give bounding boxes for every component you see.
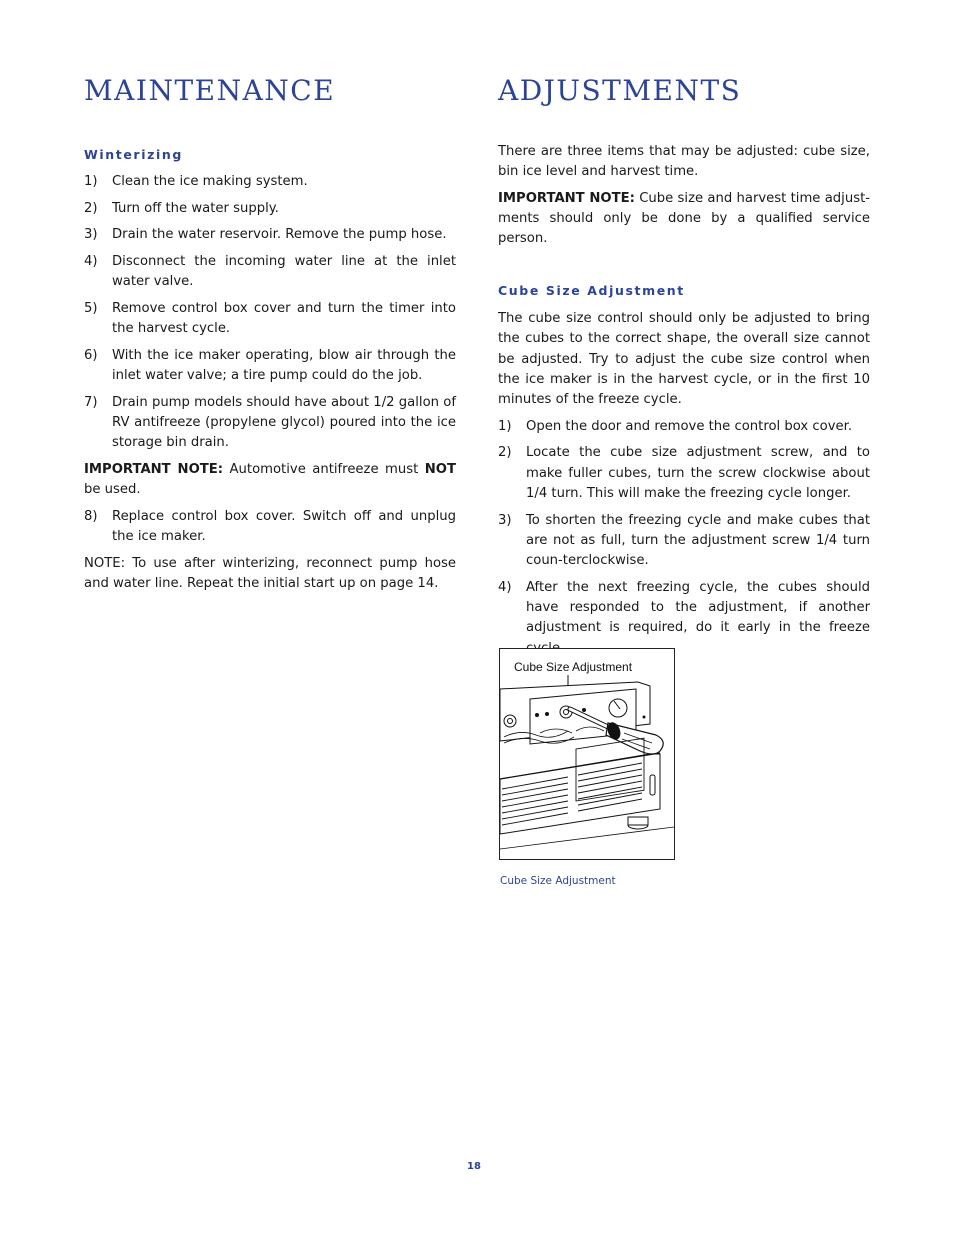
adjustments-intro: There are three items that may be adjusted: cube size, bin ice level and harvest time. bbox=[498, 144, 870, 180]
maintenance-title: MAINTENANCE bbox=[84, 74, 336, 107]
list-item: 3) To shorten the freezing cycle and make cubes that are not as full, turn the adjustment screw 1/4 turn coun-terclockwise. bbox=[498, 512, 870, 569]
list-item: 2) Turn off the water supply. bbox=[84, 200, 279, 216]
maintenance-section bbox=[84, 145, 456, 601]
important-note: IMPORTANT NOTE: Automotive antifreeze must NOT be used. bbox=[84, 461, 456, 498]
figure-caption: Cube Size Adjustment bbox=[500, 875, 616, 887]
cube-size-heading: Cube Size Adjustment bbox=[498, 282, 685, 298]
cube-size-body: The cube size control should only be adjusted to bring the cubes to the correct shape, the overall size cannot be adjusted. Try to adjust the cube size control when the ice maker is in the harvest cycle, or in the first 10 minutes of the freeze cycle. bbox=[498, 311, 870, 408]
cube-size-steps bbox=[498, 417, 870, 659]
list-item: 8) Replace control box cover. Switch off and unplug the ice maker. bbox=[84, 508, 456, 545]
winterizing-steps-continued bbox=[84, 507, 456, 548]
cube-size-figure bbox=[499, 648, 675, 860]
list-item: 7) Drain pump models should have about 1/2 gallon of RV antifreeze (propylene glycol) poured into the ice storage bin drain. bbox=[84, 394, 456, 451]
winterizing-note: NOTE: To use after winterizing, reconnect pump hose and water line. Repeat the initial start up on page 14. bbox=[84, 555, 456, 592]
list-item: 4) After the next freezing cycle, the cubes should have responded to the adjustment, if another adjustment is required, do it early in the freeze bbox=[498, 579, 870, 636]
important-note: IMPORTANT NOTE: Cube size and harvest time adjust-ments should only be done by a qualified service person. bbox=[498, 190, 870, 247]
adjustments-section bbox=[498, 142, 870, 665]
winterizing-heading: Winterizing bbox=[84, 147, 183, 162]
page-number: 18 bbox=[467, 1161, 481, 1172]
adjustments-title: ADJUSTMENTS bbox=[498, 74, 742, 107]
list-item: 1) Clean the ice making system. bbox=[84, 174, 308, 190]
list-item: 1) Open the door and remove the control box cover. bbox=[498, 418, 853, 434]
winterizing-steps bbox=[84, 172, 456, 453]
list-item: 3) Drain the water reservoir. Remove the pump hose. bbox=[84, 227, 447, 243]
list-item: 4) Disconnect the incoming water line at the inlet water valve. bbox=[84, 254, 456, 290]
ice-maker-illustration bbox=[500, 649, 674, 859]
list-item: 6) With the ice maker operating, blow air through the inlet water valve; a tire pump could do the job. bbox=[84, 347, 456, 384]
figure-label: Cube Size Adjustment bbox=[514, 660, 633, 674]
list-item: 2) Locate the cube size adjustment screw, and to make fuller cubes, turn the screw clockwise about 1/4 turn. This will make the freezing cycle longer. bbox=[498, 445, 870, 502]
list-item: 5) Remove control box cover and turn the timer into the harvest cycle. bbox=[84, 300, 456, 337]
